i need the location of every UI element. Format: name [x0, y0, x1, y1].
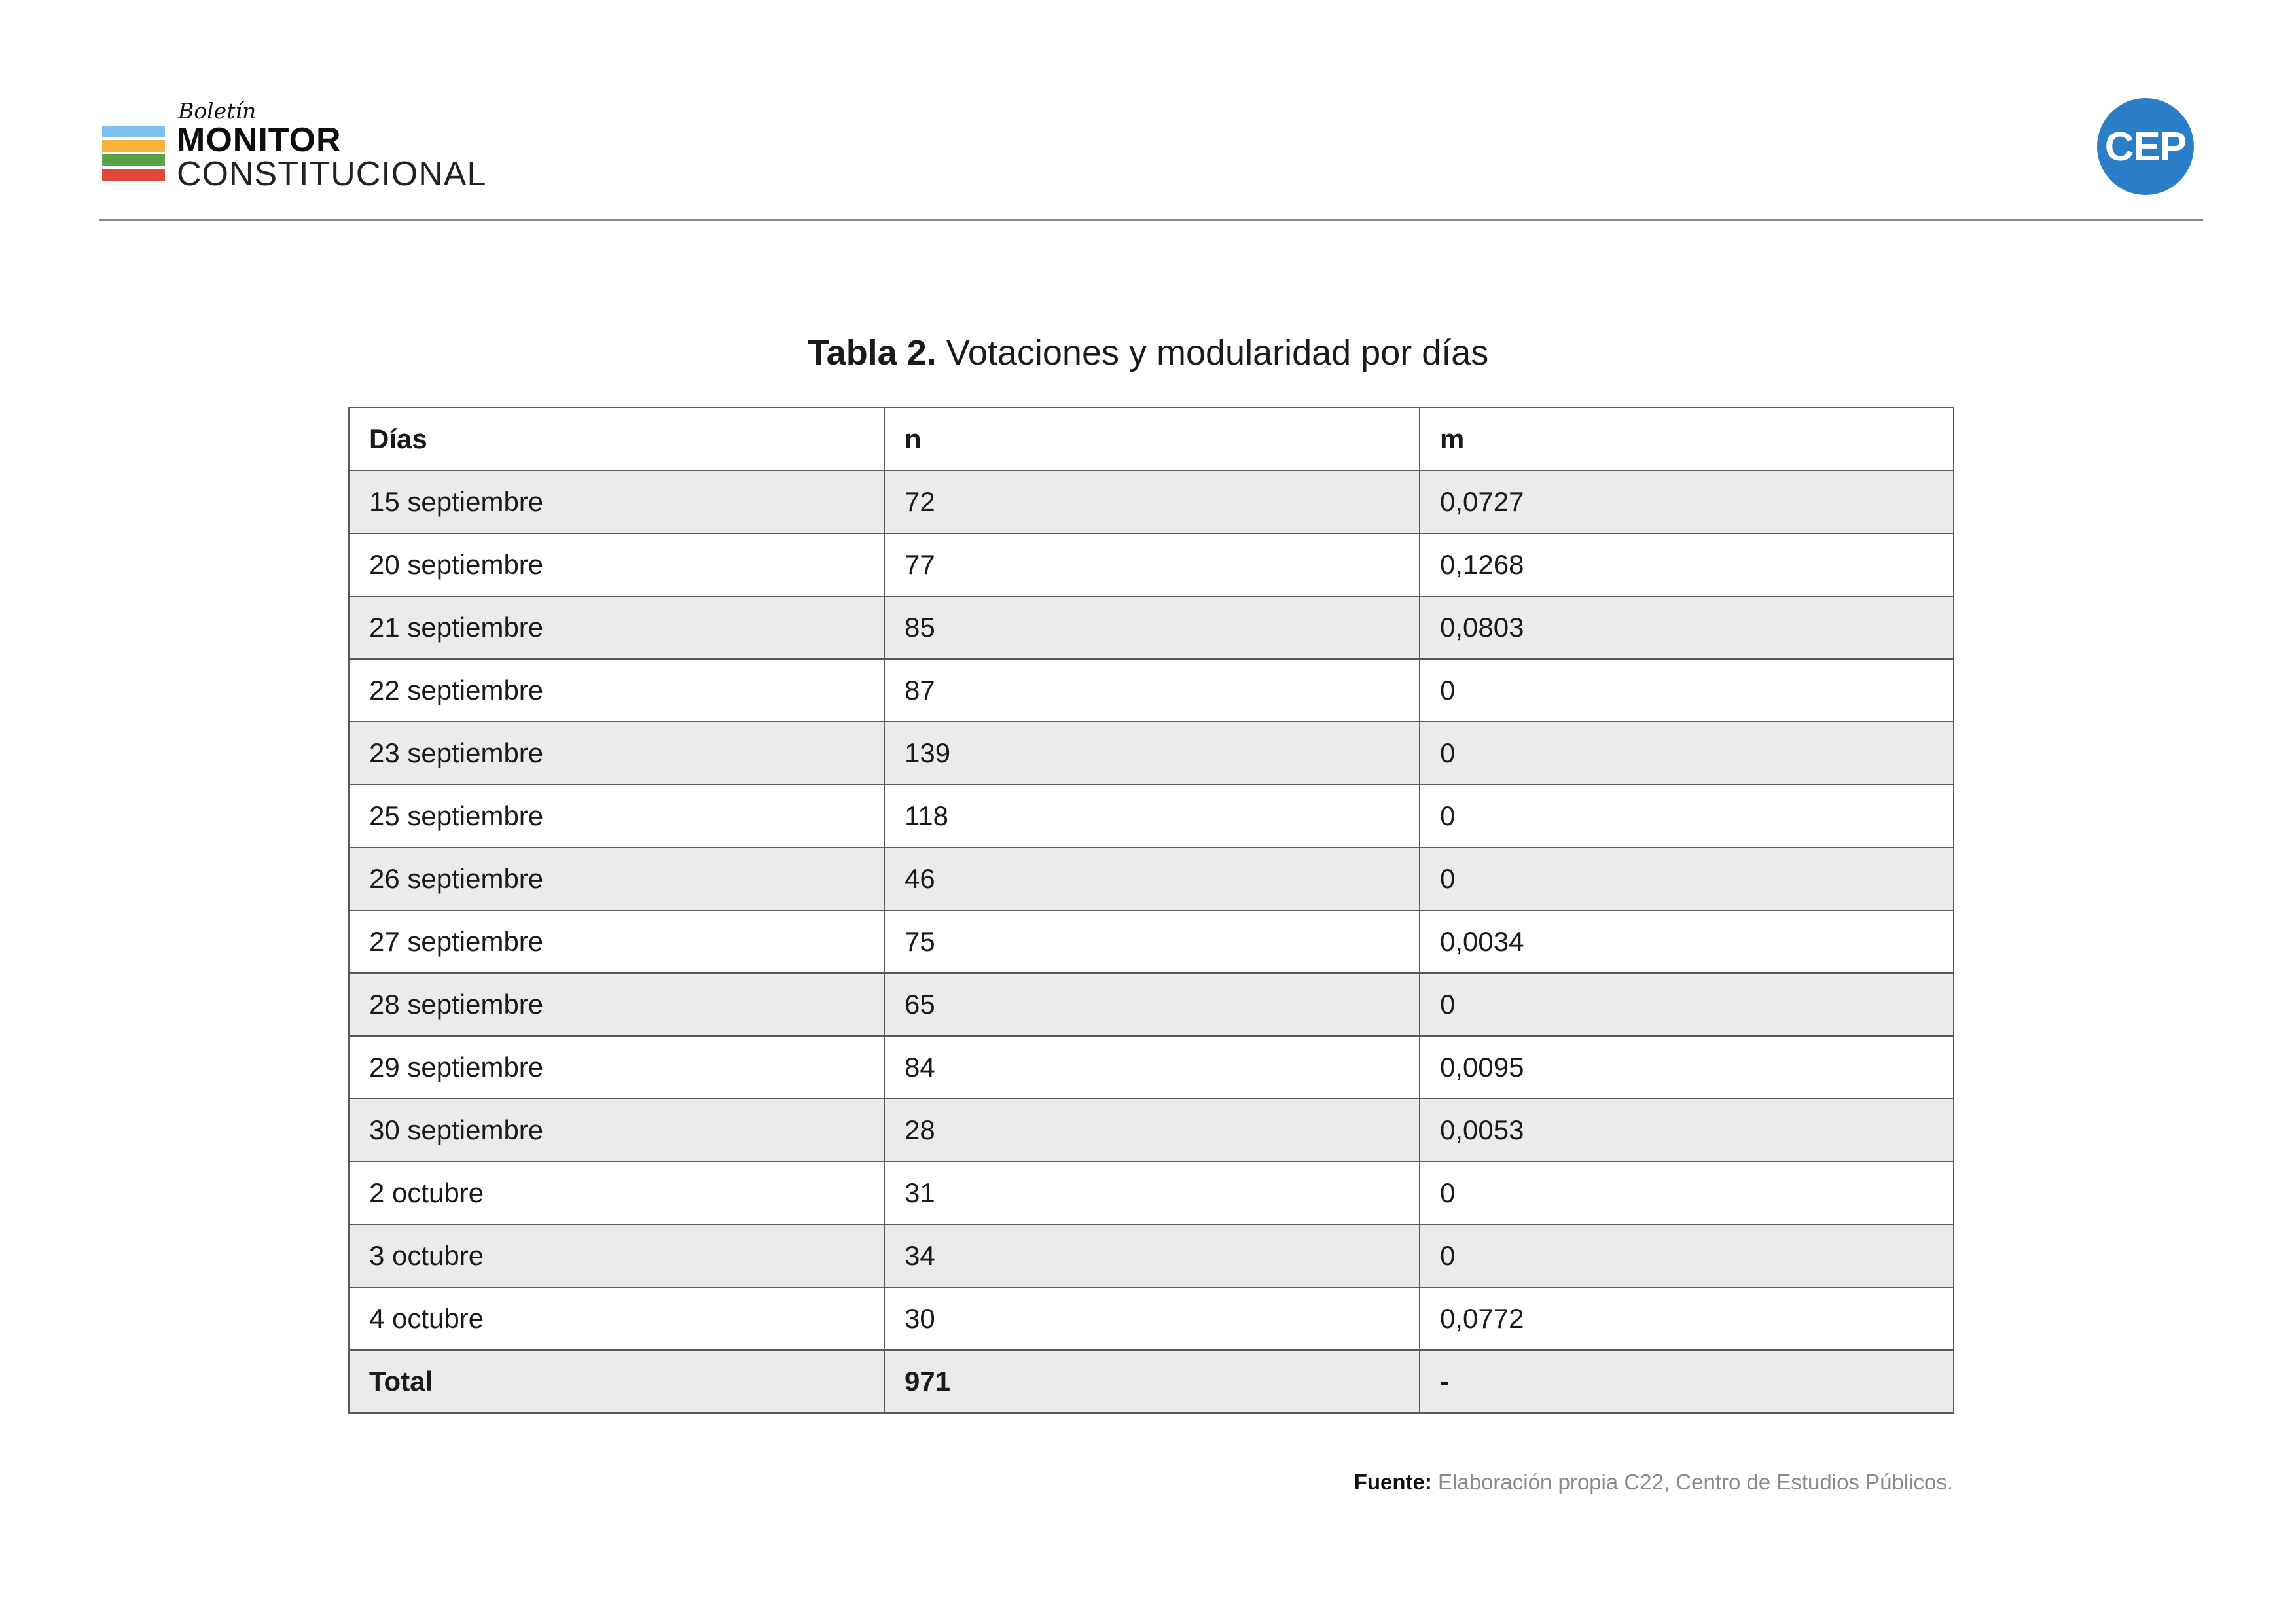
cell-day: 23 septiembre: [349, 722, 884, 785]
header-divider: [99, 219, 2203, 221]
cell-day: 22 septiembre: [349, 659, 884, 722]
cell-n: 31: [884, 1162, 1420, 1224]
logo-stripe: [102, 169, 165, 181]
table-row: [349, 785, 1954, 847]
source-note: [1354, 1470, 1953, 1495]
cell-day: 25 septiembre: [349, 785, 884, 847]
table-row: [349, 722, 1954, 785]
cell-m: 0,0772: [1420, 1287, 1954, 1350]
cell-n: 30: [884, 1287, 1420, 1350]
cell-m: 0,0053: [1420, 1099, 1954, 1162]
source-text: Elaboración propia C22, Centro de Estudios Públicos.: [1438, 1470, 1953, 1494]
source-label: Fuente:: [1354, 1470, 1432, 1494]
table-row: [349, 847, 1954, 910]
cell-n: 77: [884, 533, 1420, 596]
total-cell-n: 971: [884, 1350, 1420, 1413]
cell-n: 46: [884, 847, 1420, 910]
table-row: [349, 1224, 1954, 1287]
logo-kicker: Boletín: [178, 98, 257, 124]
logo-brand-line2: CONSTITUCIONAL: [177, 155, 487, 193]
header-cell-m: m: [1420, 408, 1954, 471]
cell-day: 2 octubre: [349, 1162, 884, 1224]
cell-day: 29 septiembre: [349, 1036, 884, 1099]
table-title-label: Tabla 2.: [807, 333, 937, 372]
table-row: [349, 973, 1954, 1036]
logo-stripe: [102, 140, 165, 152]
table-title-text: Votaciones y modularidad por días: [946, 333, 1489, 372]
logo-stripe: [102, 126, 165, 137]
total-cell-m: -: [1420, 1350, 1954, 1413]
table-total-row: [349, 1350, 1954, 1413]
cell-m: 0,0095: [1420, 1036, 1954, 1099]
votes-modularity-table: [348, 407, 1954, 1414]
cell-m: 0: [1420, 785, 1954, 847]
total-cell-day: Total: [349, 1350, 884, 1413]
cell-m: 0: [1420, 973, 1954, 1036]
table-row: [349, 1162, 1954, 1224]
cell-day: 27 septiembre: [349, 910, 884, 973]
cell-n: 28: [884, 1099, 1420, 1162]
cell-day: 21 septiembre: [349, 596, 884, 659]
cell-day: 20 septiembre: [349, 533, 884, 596]
cell-day: 28 septiembre: [349, 973, 884, 1036]
header-cell-days: Días: [349, 408, 884, 471]
cell-day: 15 septiembre: [349, 471, 884, 533]
cell-day: 3 octubre: [349, 1224, 884, 1287]
cell-n: 118: [884, 785, 1420, 847]
logo-stripes-icon: [102, 126, 165, 183]
cell-n: 75: [884, 910, 1420, 973]
monitor-constitucional-logo: [99, 98, 505, 193]
cell-m: 0,0727: [1420, 471, 1954, 533]
cell-n: 34: [884, 1224, 1420, 1287]
cell-m: 0,1268: [1420, 533, 1954, 596]
header-cell-n: n: [884, 408, 1420, 471]
table-header-row: [349, 408, 1954, 471]
table-row: [349, 1099, 1954, 1162]
cell-m: 0: [1420, 659, 1954, 722]
cell-n: 85: [884, 596, 1420, 659]
logo-brand-line1: MONITOR: [177, 121, 342, 159]
cep-logo: CEP: [2097, 98, 2194, 195]
cell-n: 84: [884, 1036, 1420, 1099]
cell-n: 72: [884, 471, 1420, 533]
table-row: [349, 533, 1954, 596]
cell-n: 87: [884, 659, 1420, 722]
cell-n: 139: [884, 722, 1420, 785]
cell-m: 0: [1420, 722, 1954, 785]
table-row: [349, 1287, 1954, 1350]
table-row: [349, 910, 1954, 973]
table-body: [349, 471, 1954, 1413]
cell-day: 26 septiembre: [349, 847, 884, 910]
cell-m: 0,0034: [1420, 910, 1954, 973]
cell-m: 0: [1420, 1224, 1954, 1287]
cell-day: 4 octubre: [349, 1287, 884, 1350]
cell-m: 0: [1420, 847, 1954, 910]
table-row: [349, 471, 1954, 533]
table-row: [349, 596, 1954, 659]
table-row: [349, 659, 1954, 722]
cell-day: 30 septiembre: [349, 1099, 884, 1162]
cell-m: 0: [1420, 1162, 1954, 1224]
table-row: [349, 1036, 1954, 1099]
cell-n: 65: [884, 973, 1420, 1036]
table-title: [0, 332, 2296, 373]
logo-stripe: [102, 154, 165, 166]
cell-m: 0,0803: [1420, 596, 1954, 659]
